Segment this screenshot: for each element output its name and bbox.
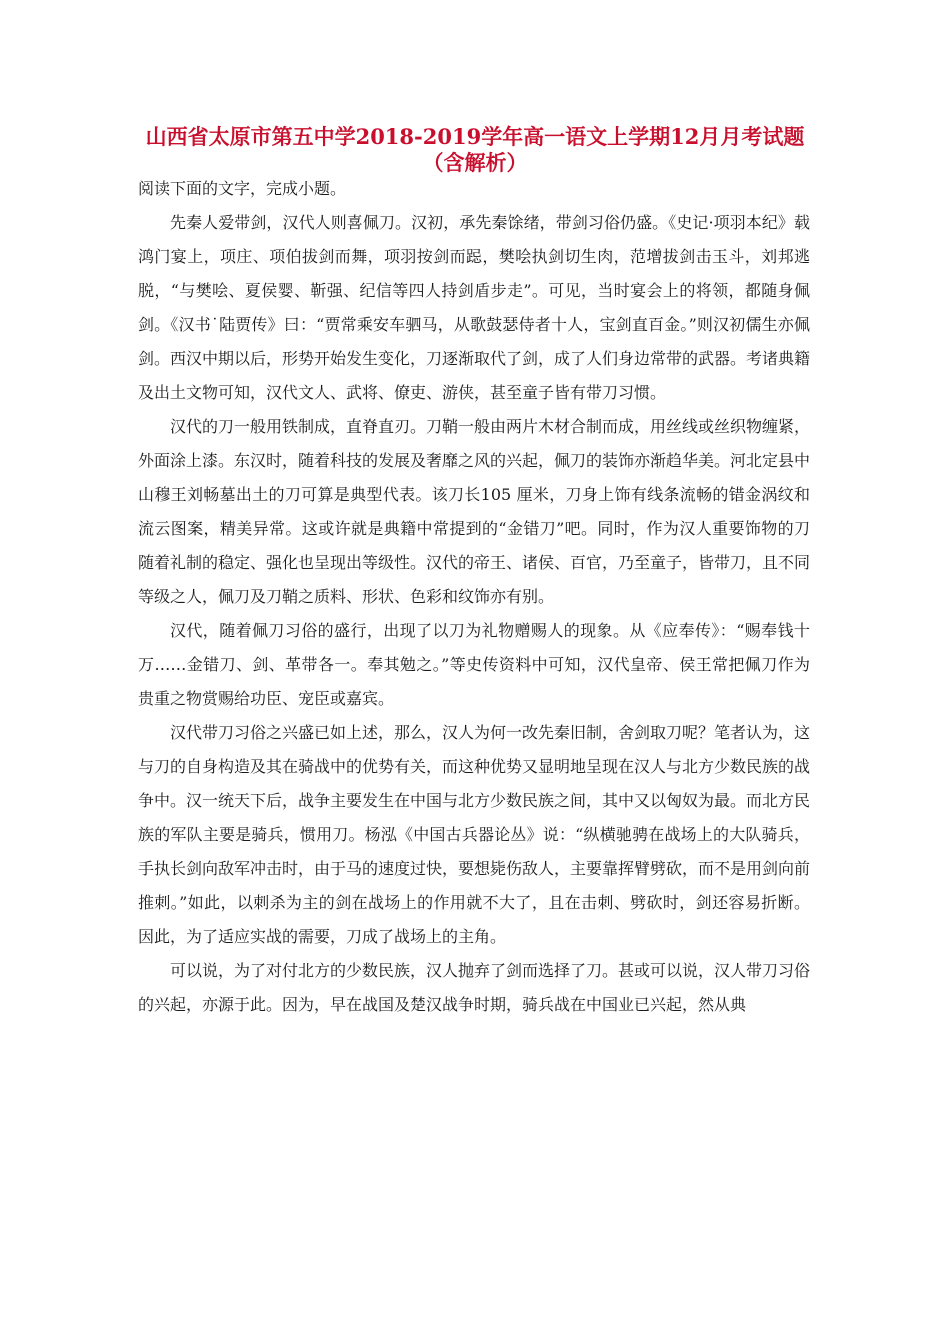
title-line-2: （含解析） bbox=[422, 150, 528, 175]
instruction-text: 阅读下面的文字，完成小题。 bbox=[138, 179, 347, 198]
paragraph-2: 汉代的刀一般用铁制成，直脊直刃。刀鞘一般由两片木材合制而成，用丝线或丝织物缠紧，外面涂上漆。东汉时，随着科技的发展及奢靡之风的兴起，佩刀的装饰亦渐趋华美。河北定县中山穆王刘畅墓出土的刀可算是典型代表。该刀长105 厘米，刀身上饰有线条流畅的错金涡纹和流云图案，精美异常。这或许就是典籍中常提到的“金错刀”吧。同时，作为汉人重要饰物的刀随着礼制的稳定、强化也呈现出等级性。汉代的帝王、诸侯、百官，乃至童子，皆带刀，且不同等级之人，佩刀及刀鞘之质料、形状、色彩和纹饰亦有别。 bbox=[138, 417, 811, 606]
document-title bbox=[128, 124, 822, 176]
paragraph-1: 先秦人爱带剑，汉代人则喜佩刀。汉初，承先秦馀绪，带剑习俗仍盛。《史记·项羽本纪》载鸿门宴上，项庄、项伯拔剑而舞，项羽按剑而跽，樊哙执剑切生肉，范增拔剑击玉斗，刘邦逃脱，“与樊哙、夏侯婴、靳强、纪信等四人持剑盾步走”。可见，当时宴会上的将领，都随身佩剑。《汉书˙陆贾传》曰：“贾常乘安车驷马，从歌鼓瑟侍者十人，宝剑直百金。”则汉初儒生亦佩剑。西汉中期以后，形势开始发生变化，刀逐渐取代了剑，成了人们身边常带的武器。考诸典籍及出土文物可知，汉代文人、武将、僚吏、游侠，甚至童子皆有带刀习惯。 bbox=[138, 213, 811, 402]
document-body bbox=[138, 172, 810, 1022]
paragraph-4: 汉代带刀习俗之兴盛已如上述，那么，汉人为何一改先秦旧制，舍剑取刀呢？笔者认为，这与刀的自身构造及其在骑战中的优势有关，而这种优势又显明地呈现在汉人与北方少数民族的战争中。汉一统天下后，战争主要发生在中国与北方少数民族之间，其中又以匈奴为最。而北方民族的军队主要是骑兵，惯用刀。杨泓《中国古兵器论丛》说：“纵横驰骋在战场上的大队骑兵，手执长剑向敌军冲击时，由于马的速度过快，要想毙伤敌人，主要靠挥臂劈砍，而不是用剑向前推刺。”如此，以刺杀为主的剑在战场上的作用就不大了，且在击刺、劈砍时，剑还容易折断。因此，为了适应实战的需要，刀成了战场上的主角。 bbox=[138, 723, 811, 946]
paragraph-3: 汉代，随着佩刀习俗的盛行，出现了以刀为礼物赠赐人的现象。从《应奉传》：“赐奉钱十万……金错刀、剑、革带各一。奉其勉之。”等史传资料中可知，汉代皇帝、侯王常把佩刀作为贵重之物赏赐给功臣、宠臣或嘉宾。 bbox=[138, 621, 810, 708]
title-line-1: 山西省太原市第五中学2018-2019学年高一语文上学期12月月考试题 bbox=[145, 124, 805, 149]
paragraph-5: 可以说，为了对付北方的少数民族，汉人抛弃了剑而选择了刀。甚或可以说，汉人带刀习俗的兴起，亦源于此。因为，早在战国及楚汉战争时期，骑兵战在中国业已兴起，然从典 bbox=[138, 961, 811, 1014]
